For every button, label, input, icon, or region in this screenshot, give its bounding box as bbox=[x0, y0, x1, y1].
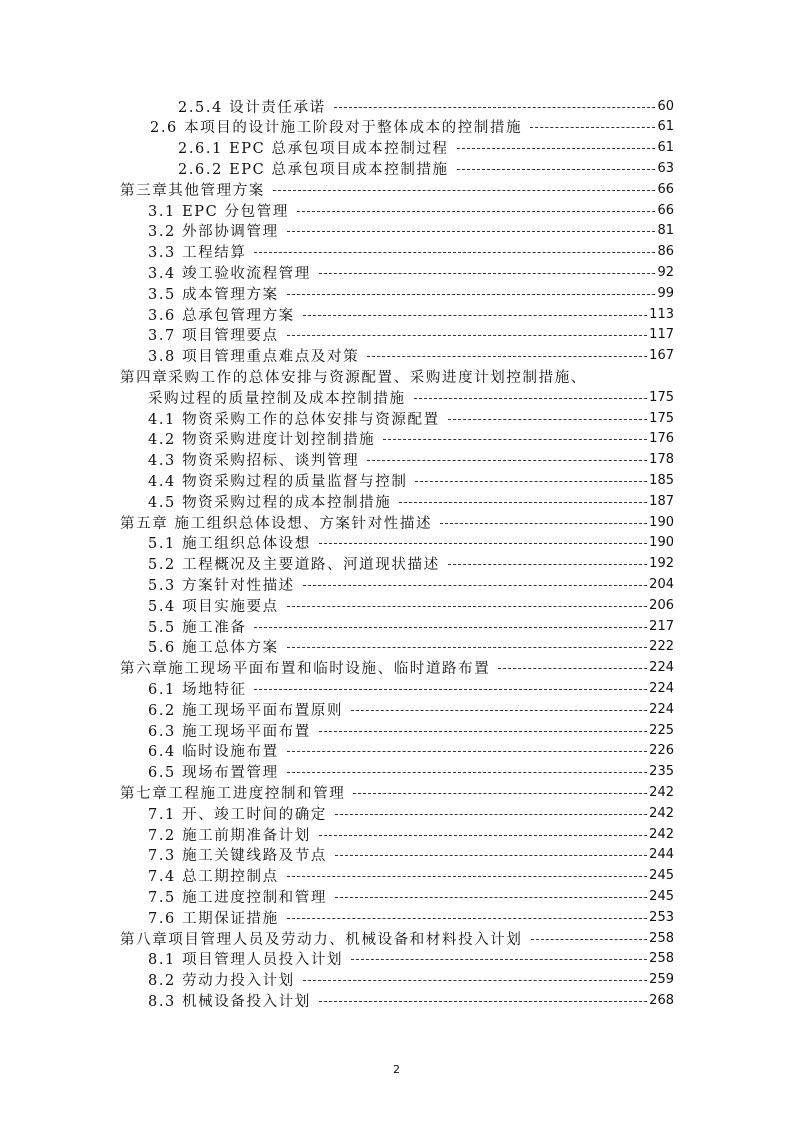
toc-entry-page: 66 bbox=[657, 202, 674, 218]
dot-leader bbox=[457, 148, 656, 149]
dot-leader bbox=[531, 939, 648, 940]
toc-entry-page: 190 bbox=[649, 514, 674, 530]
toc-entry-page: 245 bbox=[649, 868, 674, 884]
toc-entry-page: 60 bbox=[657, 98, 674, 114]
toc-entry[interactable] bbox=[148, 595, 674, 615]
dot-leader bbox=[319, 543, 647, 544]
dot-leader bbox=[319, 731, 647, 732]
toc-entry[interactable] bbox=[148, 283, 674, 303]
dot-leader bbox=[367, 356, 647, 357]
toc-entry-title: 2.6.2 EPC 总承包项目成本控制措施 bbox=[178, 161, 449, 178]
toc-entry[interactable] bbox=[178, 138, 674, 158]
dot-leader bbox=[303, 980, 647, 981]
toc-entry-page: 244 bbox=[649, 847, 674, 863]
toc-entry-page: 66 bbox=[657, 181, 674, 197]
dot-leader bbox=[287, 751, 648, 752]
dot-leader bbox=[287, 606, 648, 607]
toc-entry-title: 5.2 工程概况及主要道路、河道现状描述 bbox=[148, 557, 440, 574]
toc-entry-title: 8.1 项目管理人员投入计划 bbox=[148, 952, 344, 969]
toc-entry[interactable] bbox=[148, 803, 674, 823]
dot-leader bbox=[254, 627, 647, 628]
toc-entry-page: 99 bbox=[657, 285, 674, 301]
dot-leader bbox=[303, 585, 647, 586]
toc-entry-page: 178 bbox=[649, 452, 674, 468]
toc-entry[interactable] bbox=[148, 699, 674, 719]
toc-entry[interactable] bbox=[120, 179, 674, 199]
toc-entry-title: 8.3 机械设备投入计划 bbox=[148, 993, 311, 1010]
toc-entry-page: 258 bbox=[649, 951, 674, 967]
toc-entry[interactable] bbox=[148, 741, 674, 761]
dot-leader bbox=[287, 918, 648, 919]
toc-entry-page: 242 bbox=[649, 826, 674, 842]
toc-entry[interactable] bbox=[120, 366, 674, 386]
dot-leader bbox=[351, 710, 647, 711]
toc-entry[interactable] bbox=[148, 574, 674, 594]
dot-leader bbox=[303, 315, 647, 316]
toc-entry[interactable] bbox=[148, 470, 674, 490]
toc-entry-title: 6.5 现场布置管理 bbox=[148, 765, 279, 782]
toc-entry-page: 117 bbox=[649, 327, 674, 343]
toc-entry-page: 217 bbox=[649, 618, 674, 634]
dot-leader bbox=[399, 502, 647, 503]
dot-leader bbox=[287, 647, 648, 648]
dot-leader bbox=[319, 1001, 647, 1002]
toc-entry-page: 176 bbox=[649, 431, 674, 447]
toc-entry[interactable] bbox=[148, 262, 674, 282]
toc-entry[interactable] bbox=[148, 824, 674, 844]
toc-entry[interactable] bbox=[148, 325, 674, 345]
dot-leader bbox=[319, 273, 656, 274]
toc-entry-title: 5.4 项目实施要点 bbox=[148, 598, 279, 615]
toc-entry-page: 224 bbox=[649, 660, 674, 676]
toc-entry-page: 185 bbox=[649, 472, 674, 488]
toc-entry-title: 7.1 开、竣工时间的确定 bbox=[148, 806, 327, 823]
toc-entry-title: 4.3 物资采购招标、谈判管理 bbox=[148, 453, 360, 470]
toc-entry-page: 167 bbox=[649, 348, 674, 364]
toc-entry[interactable] bbox=[148, 907, 674, 927]
toc-entry-page: 258 bbox=[649, 930, 674, 946]
toc-entry-title: 5.3 方案针对性描述 bbox=[148, 577, 295, 594]
toc-entry-page: 242 bbox=[649, 805, 674, 821]
toc-entry-page: 204 bbox=[649, 576, 674, 592]
toc-entry-page: 190 bbox=[649, 535, 674, 551]
toc-entry[interactable] bbox=[148, 242, 674, 262]
toc-entry-page: 259 bbox=[649, 972, 674, 988]
toc-entry-title: 2.6.1 EPC 总承包项目成本控制过程 bbox=[178, 141, 449, 158]
dot-leader bbox=[254, 252, 655, 253]
toc-entry[interactable] bbox=[148, 886, 674, 906]
toc-entry-page: 86 bbox=[657, 244, 674, 260]
toc-entry-title: 4.1 物资采购工作的总体安排与资源配置 bbox=[148, 411, 440, 428]
toc-entry-title: 2.6 本项目的设计施工阶段对于整体成本的控制措施 bbox=[150, 120, 523, 137]
toc-entry[interactable] bbox=[148, 678, 674, 698]
dot-leader bbox=[415, 481, 647, 482]
dot-leader bbox=[335, 897, 647, 898]
toc-entry-page: 235 bbox=[649, 764, 674, 780]
toc-entry-page: 242 bbox=[649, 784, 674, 800]
toc-entry[interactable] bbox=[148, 845, 674, 865]
dot-leader bbox=[530, 127, 655, 128]
toc-entry[interactable] bbox=[148, 387, 674, 407]
toc-entry[interactable] bbox=[148, 304, 674, 324]
toc-entry[interactable] bbox=[148, 346, 674, 366]
dot-leader bbox=[335, 855, 647, 856]
toc-entry-title: 6.3 施工现场平面布置 bbox=[148, 723, 311, 740]
toc-entry[interactable] bbox=[148, 408, 674, 428]
toc-entry-title: 第四章采购工作的总体安排与资源配置、采购进度计划控制措施、 bbox=[120, 369, 587, 386]
toc-entry-title: 7.3 施工关键线路及节点 bbox=[148, 848, 327, 865]
toc-entry-title: 3.7 项目管理要点 bbox=[148, 328, 279, 345]
toc-entry[interactable] bbox=[148, 637, 674, 657]
dot-leader bbox=[287, 294, 656, 295]
toc-entry[interactable] bbox=[148, 533, 674, 553]
toc-entry-title: 3.8 项目管理重点难点及对策 bbox=[148, 349, 360, 366]
dot-leader bbox=[254, 689, 647, 690]
dot-leader bbox=[367, 460, 647, 461]
page-number: 2 bbox=[393, 1063, 400, 1076]
toc-entry[interactable] bbox=[148, 990, 674, 1010]
toc-entry[interactable] bbox=[178, 96, 674, 116]
toc-entry[interactable] bbox=[148, 762, 674, 782]
dot-leader bbox=[383, 439, 647, 440]
toc-entry-title: 6.1 场地特征 bbox=[148, 681, 247, 698]
toc-entry-title: 3.4 竣工验收流程管理 bbox=[148, 265, 311, 282]
toc-entry-title: 第五章 施工组织总体设想、方案针对性描述 bbox=[120, 515, 433, 532]
toc-entry[interactable] bbox=[120, 658, 674, 678]
toc-entry-title: 7.5 施工进度控制和管理 bbox=[148, 889, 327, 906]
dot-leader bbox=[273, 190, 656, 191]
dot-leader bbox=[335, 814, 647, 815]
toc-entry-page: 268 bbox=[649, 992, 674, 1008]
toc-entry-page: 224 bbox=[649, 701, 674, 717]
toc-entry-title: 8.2 劳动力投入计划 bbox=[148, 973, 295, 990]
toc-entry-title: 5.5 施工准备 bbox=[148, 619, 247, 636]
toc-entry[interactable] bbox=[148, 491, 674, 511]
toc-entry-page: 92 bbox=[657, 264, 674, 280]
toc-entry-title: 5.1 施工组织总体设想 bbox=[148, 536, 311, 553]
toc-entry-page: 253 bbox=[649, 909, 674, 925]
dot-leader bbox=[287, 876, 648, 877]
toc-entry-page: 222 bbox=[649, 639, 674, 655]
toc-entry[interactable] bbox=[178, 158, 674, 178]
toc-entry[interactable] bbox=[148, 200, 674, 220]
dot-leader bbox=[287, 772, 648, 773]
dot-leader bbox=[351, 959, 647, 960]
toc-entry-page: 63 bbox=[657, 160, 674, 176]
dot-leader bbox=[287, 335, 648, 336]
toc-entry-title: 6.2 施工现场平面布置原则 bbox=[148, 702, 344, 719]
dot-leader bbox=[448, 419, 648, 420]
toc-entry-title: 3.6 总承包管理方案 bbox=[148, 307, 295, 324]
toc-entry[interactable] bbox=[150, 117, 674, 137]
toc-entry-title: 6.4 临时设施布置 bbox=[148, 744, 279, 761]
toc-entry-page: 225 bbox=[649, 722, 674, 738]
dot-leader bbox=[498, 668, 647, 669]
toc-entry[interactable] bbox=[148, 720, 674, 740]
toc-entry-title: 3.5 成本管理方案 bbox=[148, 286, 279, 303]
dot-leader bbox=[414, 398, 648, 399]
toc-entry-title: 第三章其他管理方案 bbox=[120, 182, 265, 199]
toc-entry[interactable] bbox=[148, 450, 674, 470]
toc-entry[interactable] bbox=[148, 554, 674, 574]
dot-leader bbox=[448, 564, 648, 565]
toc-entry-page: 175 bbox=[649, 410, 674, 426]
toc-entry-title: 5.6 施工总体方案 bbox=[148, 640, 279, 657]
toc-entry-page: 192 bbox=[649, 556, 674, 572]
toc-entry-page: 224 bbox=[649, 680, 674, 696]
toc-entry[interactable] bbox=[148, 949, 674, 969]
toc-entry-page: 206 bbox=[649, 597, 674, 613]
dot-leader bbox=[440, 523, 647, 524]
toc-entry-title: 4.5 物资采购过程的成本控制措施 bbox=[148, 494, 392, 511]
toc-entry-title: 3.1 EPC 分包管理 bbox=[148, 203, 289, 220]
toc-entry[interactable] bbox=[148, 970, 674, 990]
toc-entry-page: 113 bbox=[649, 306, 674, 322]
toc-entry-title: 4.2 物资采购进度计划控制措施 bbox=[148, 432, 376, 449]
dot-leader bbox=[287, 231, 656, 232]
dot-leader bbox=[457, 169, 656, 170]
toc-entry[interactable] bbox=[120, 512, 674, 532]
toc-entry-title: 4.4 物资采购过程的质量监督与控制 bbox=[148, 473, 408, 490]
toc-entry-title: 第八章项目管理人员及劳动力、机械设备和材料投入计划 bbox=[120, 931, 523, 948]
toc-entry-title: 3.2 外部协调管理 bbox=[148, 224, 279, 241]
toc-entry[interactable] bbox=[148, 221, 674, 241]
toc-entry-title: 2.5.4 设计责任承诺 bbox=[178, 99, 326, 116]
dot-leader bbox=[297, 211, 656, 212]
toc-entry-page: 175 bbox=[649, 389, 674, 405]
toc-entry[interactable] bbox=[148, 616, 674, 636]
toc-entry-title: 7.6 工期保证措施 bbox=[148, 910, 279, 927]
toc-entry[interactable] bbox=[120, 782, 674, 802]
toc-entry-page: 187 bbox=[649, 493, 674, 509]
toc-entry-page: 61 bbox=[657, 119, 674, 135]
dot-leader bbox=[334, 107, 656, 108]
dot-leader bbox=[319, 835, 647, 836]
toc-entry-title: 7.4 总工期控制点 bbox=[148, 869, 279, 886]
toc-entry-title: 3.3 工程结算 bbox=[148, 245, 247, 262]
toc-entry[interactable] bbox=[148, 866, 674, 886]
toc-entry-title: 第六章施工现场平面布置和临时设施、临时道路布置 bbox=[120, 661, 491, 678]
toc-entry-page: 226 bbox=[649, 743, 674, 759]
toc-entry-page: 245 bbox=[649, 888, 674, 904]
toc-entry-title: 7.2 施工前期准备计划 bbox=[148, 827, 311, 844]
toc-entry[interactable] bbox=[120, 928, 674, 948]
toc-entry-title: 第七章工程施工进度控制和管理 bbox=[120, 785, 346, 802]
dot-leader bbox=[353, 793, 647, 794]
toc-entry[interactable] bbox=[148, 429, 674, 449]
toc-entry-page: 81 bbox=[657, 223, 674, 239]
toc-entry-title: 采购过程的质量控制及成本控制措施 bbox=[148, 390, 406, 407]
toc-entry-page: 61 bbox=[657, 140, 674, 156]
